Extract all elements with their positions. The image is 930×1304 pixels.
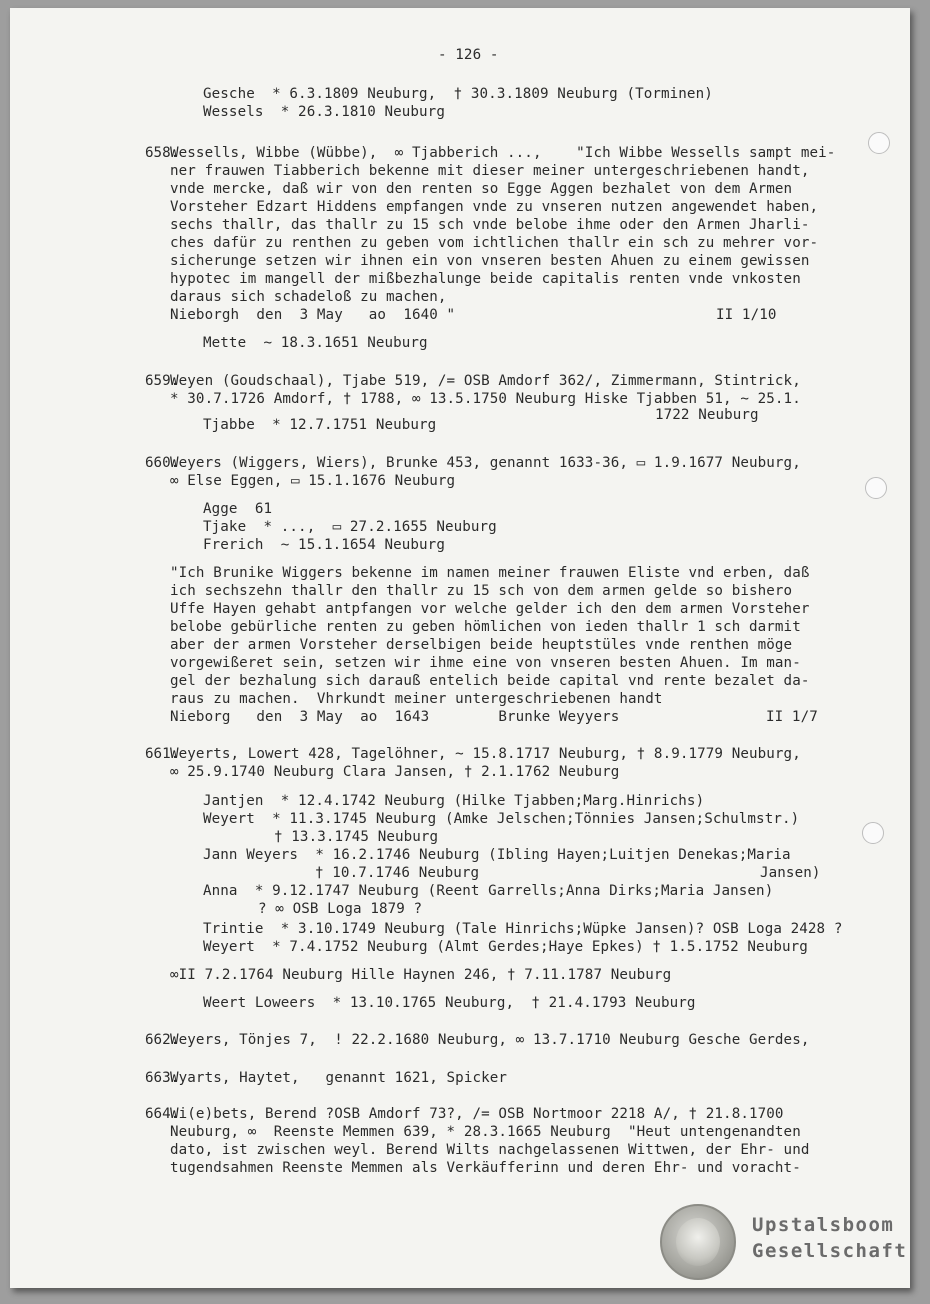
text-line: Wyarts, Haytet, genannt 1621, Spicker <box>170 1070 508 1086</box>
text-line: aber der armen Vorsteher derselbigen beide heuptstüles vnde renthen möge <box>170 637 793 653</box>
text-line: Nieborg den 3 May ao 1643 Brunke Weyyers <box>170 709 620 725</box>
text-line: Vorsteher Edzart Hiddens empfangen vnde zu vnseren nutzen angewendet haben, <box>170 199 819 215</box>
text-line: Mette ~ 18.3.1651 Neuburg <box>203 335 428 351</box>
entry-number: 660. <box>145 455 180 471</box>
text-line: daraus sich schadeloß zu machen, <box>170 289 447 305</box>
text-line: ∞ 25.9.1740 Neuburg Clara Jansen, † 2.1.1762 Neuburg <box>170 764 620 780</box>
text-line: Weyers (Wiggers, Wiers), Brunke 453, genannt 1633-36, ▭ 1.9.1677 Neuburg, <box>170 455 801 471</box>
text-line: Agge 61 <box>203 501 273 517</box>
text-line: "Ich Brunike Wiggers bekenne im namen meiner frauwen Eliste vnd erben, daß <box>170 565 810 581</box>
text-line: Weert Loweers * 13.10.1765 Neuburg, † 21.4.1793 Neuburg <box>203 995 696 1011</box>
text-line: Weyen (Goudschaal), Tjabe 519, /= OSB Amdorf 362/, Zimmermann, Stintrick, <box>170 373 801 389</box>
document-page <box>10 8 910 1288</box>
text-line: Weyerts, Lowert 428, Tagelöhner, ~ 15.8.1717 Neuburg, † 8.9.1779 Neuburg, <box>170 746 801 762</box>
text-line: hypotec im mangell der mißbezhalunge beide capitalis renten vnde vnkosten <box>170 271 801 287</box>
text-line: Frerich ~ 15.1.1654 Neuburg <box>203 537 445 553</box>
text-line: Weyert * 11.3.1745 Neuburg (Amke Jelschen;Tönnies Jansen;Schulmstr.) <box>203 811 800 827</box>
text-line: Wessels * 26.3.1810 Neuburg <box>203 104 445 120</box>
text-line: belobe gebürliche renten zu geben hömlichen von ieden thallr 1 sch darmit <box>170 619 801 635</box>
text-line: dato, ist zwischen weyl. Berend Wilts nachgelassenen Wittwen, der Ehr- und <box>170 1142 810 1158</box>
archive-reference: II 1/10 <box>716 307 777 323</box>
text-line: gel der bezhalung sich darauß entelich beide capital vnd rente bezalet da- <box>170 673 810 689</box>
text-line: † 13.3.1745 Neuburg <box>274 829 439 845</box>
text-line: Neuburg, ∞ Reenste Memmen 639, * 28.3.1665 Neuburg "Heut untengenandten <box>170 1124 801 1140</box>
society-logo <box>660 1204 918 1280</box>
text-line: Wessells, Wibbe (Wübbe), ∞ Tjabberich ..., "Ich Wibbe Wessells sampt mei- <box>170 145 836 161</box>
seal-icon <box>660 1204 736 1280</box>
text-line: Wi(e)bets, Berend ?OSB Amdorf 73?, /= OSB Nortmoor 2218 A/, † 21.8.1700 <box>170 1106 784 1122</box>
text-line: ∞ Else Eggen, ▭ 15.1.1676 Neuburg <box>170 473 456 489</box>
entry-number: 659. <box>145 373 180 389</box>
logo-line-1: Upstalsboom <box>752 1214 895 1236</box>
text-line: 1722 Neuburg <box>655 407 759 423</box>
logo-line-2: Gesellschaft <box>752 1240 908 1262</box>
text-line: Nieborgh den 3 May ao 1640 " <box>170 307 456 323</box>
entry-number: 662. <box>145 1032 180 1048</box>
text-line: Jantjen * 12.4.1742 Neuburg (Hilke Tjabben;Marg.Hinrichs) <box>203 793 705 809</box>
text-line: Weyert * 7.4.1752 Neuburg (Almt Gerdes;Haye Epkes) † 1.5.1752 Neuburg <box>203 939 808 955</box>
entry-number: 664. <box>145 1106 180 1122</box>
text-line: ich sechszehn thallr den thallr zu 15 sch von dem armen gelde so bishero <box>170 583 793 599</box>
text-line: Gesche * 6.3.1809 Neuburg, † 30.3.1809 Neuburg (Torminen) <box>203 86 713 102</box>
archive-reference: II 1/7 <box>766 709 818 725</box>
text-line: Trintie * 3.10.1749 Neuburg (Tale Hinrichs;Wüpke Jansen)? OSB Loga 2428 ? <box>203 921 843 937</box>
text-line: Jann Weyers * 16.2.1746 Neuburg (Ibling Hayen;Luitjen Denekas;Maria <box>203 847 791 863</box>
text-line: Jansen) <box>760 865 821 881</box>
text-line: Tjabbe * 12.7.1751 Neuburg <box>203 417 437 433</box>
text-line: Anna * 9.12.1747 Neuburg (Reent Garrells;Anna Dirks;Maria Jansen) <box>203 883 774 899</box>
text-line: Tjake * ..., ▭ 27.2.1655 Neuburg <box>203 519 497 535</box>
text-line: sechs thallr, das thallr zu 15 sch vnde belobe ihme oder den Armen Jharli- <box>170 217 810 233</box>
punch-hole <box>865 477 887 499</box>
entry-number: 663. <box>145 1070 180 1086</box>
text-line: vorgewißeret sein, setzen wir ihme eine von vnseren besten Ahuen. Im man- <box>170 655 801 671</box>
entry-number: 661. <box>145 746 180 762</box>
text-line: ? ∞ OSB Loga 1879 ? <box>258 901 423 917</box>
text-line: ner frauwen Tiabberich bekenne mit dieser meiner untergeschriebenen handt, <box>170 163 810 179</box>
entry-number: 658. <box>145 145 180 161</box>
text-line: Uffe Hayen gehabt antpfangen vor welche gelder ich den dem armen Vorsteher <box>170 601 810 617</box>
punch-hole <box>862 822 884 844</box>
page-number: - 126 - <box>438 47 499 63</box>
text-line: vnde mercke, daß wir von den renten so Egge Aggen bezhalet von dem Armen <box>170 181 793 197</box>
text-line: ∞II 7.2.1764 Neuburg Hille Haynen 246, † 7.11.1787 Neuburg <box>170 967 672 983</box>
text-line: Weyers, Tönjes 7, ! 22.2.1680 Neuburg, ∞ 13.7.1710 Neuburg Gesche Gerdes, <box>170 1032 810 1048</box>
text-line: ches dafür zu renthen zu geben vom ichtlichen thallr ein sch zu mehrer vor- <box>170 235 819 251</box>
text-line: † 10.7.1746 Neuburg <box>315 865 480 881</box>
punch-hole <box>868 132 890 154</box>
text-line: * 30.7.1726 Amdorf, † 1788, ∞ 13.5.1750 Neuburg Hiske Tjabben 51, ~ 25.1. <box>170 391 801 407</box>
text-line: raus zu machen. Vhrkundt meiner untergeschriebenen handt <box>170 691 663 707</box>
text-line: tugendsahmen Reenste Memmen als Verkäufferinn und deren Ehr- und voracht- <box>170 1160 801 1176</box>
text-line: sicherunge setzen wir ihnen ein von vnseren besten Ahuen zu einem gewissen <box>170 253 810 269</box>
